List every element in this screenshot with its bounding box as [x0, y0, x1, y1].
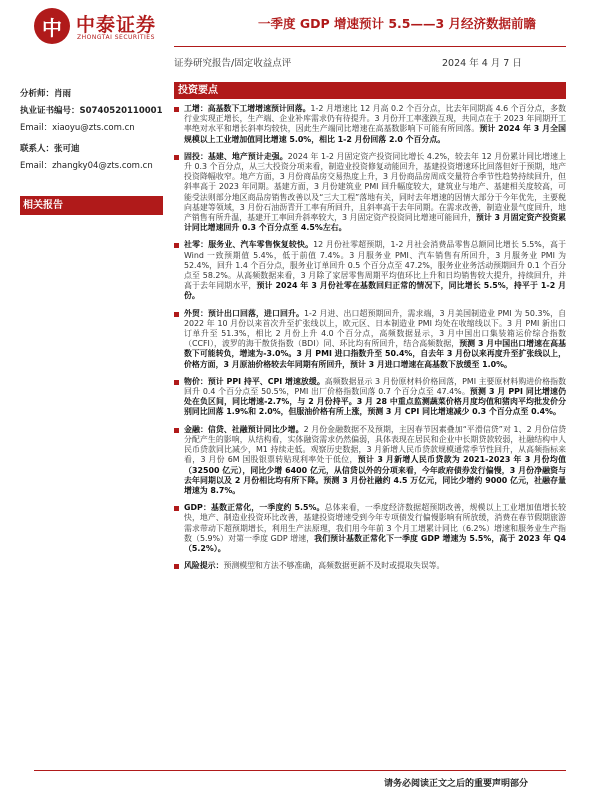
point-lead: 物价：预计 PPI 持平、CPI 增速放缓。 [184, 376, 325, 386]
analyst-email[interactable]: Email：xiaoyu@zts.com.cn [20, 123, 135, 133]
document-title: 一季度 GDP 增速预计 5.5——3 月经济数据前瞻 [258, 16, 537, 31]
key-points-body [174, 104, 566, 578]
company-logo [34, 8, 184, 48]
point-lead: 工增：高基数下工增增速预计回落。 [184, 104, 311, 113]
point-text: 2 月份金融数据不及预期，主因春节因素叠加“平滑信贷”对 1、2 月份信贷分配产生的影响，从结构看，实体融资需求仍然偏弱，具体表现在居民和企业中长期贷款较弱，社融结构中人民币贷款同比减少，M1 持续走低。观察历史数据，3 月新增人民币贷款规模通常季节性回升，从高频指标来看，3 月份 6M 国股银票转贴现利率处于低位， [184, 424, 566, 465]
bullet-marker [174, 380, 179, 385]
bullet-marker [174, 506, 179, 511]
bullet-marker [174, 155, 179, 160]
logo-chinese-name: 中泰证券 [76, 14, 157, 36]
logo-mark: 中 [34, 8, 70, 44]
report-type: 证券研究报告/固定收益点评 [174, 58, 292, 69]
point-conclusion: 预计 2024 年 3 月份社零在基数回归正常的情况下，同比增长 5.5%，持平于 1-2 月份。 [184, 281, 566, 301]
point-gdp [174, 503, 566, 554]
report-date: 2024 年 4 月 7 日 [442, 58, 522, 69]
point-text: 1-2 月增速比 12 月高 0.2 个百分点，比去年同期高 4.6 个百分点，多数行业实现正增长，生产端、企业补库需求仍有待提升。3 月份开工率涨跌互现，共同点在于 2023 年同期开工率绝对水平和增长斜率均较快，因此生产端同比增速在高基数影响下可能有所回落。 [184, 104, 566, 134]
bullet-marker [174, 243, 179, 248]
author-sidebar [20, 86, 165, 175]
bullet-marker [174, 107, 179, 112]
point-lead: 风险提示： [184, 561, 224, 571]
bullet-marker [174, 428, 179, 433]
point-lead: 固投：基建、地产预计走强。 [184, 151, 288, 161]
logo-english-name: ZHONGTAI SECURITIES [77, 34, 155, 41]
point-conclusion: 预计 2024 年 3 月全国规模以上工业增加值同比增速 5.0%，相比 1-2 月份回落 2.0 个百分点。 [184, 124, 566, 144]
point-conclusion: 我们预计基数正常化下一季度 GDP 增速为 5.5%，高于 2023 年 Q4（5.2%）。 [184, 533, 566, 553]
point-text: 预测模型和方法不够准确，高频数据更新不及时或提取失误等。 [223, 561, 445, 571]
point-fixed-investment [174, 152, 566, 234]
point-finance [174, 425, 566, 496]
point-industrial [174, 104, 566, 145]
point-lead: GDP：基数正常化，一季度约 5.5%。 [184, 503, 325, 513]
point-lead: 外贸：预计出口回落，进口回升。 [184, 308, 305, 318]
title-divider [174, 46, 566, 47]
contact-name: 联系人：张可迪 [20, 144, 80, 154]
point-text: 总体来看，一季度经济数据超预期改善，规模以上工业增加值增长较快，地产、制造业投资环比改善，基建投资增速受到今年专项债发行偏慢影响有所放缓，消费在春节假期旅游需求带动下超预期增长，利用生产法原理，我们用今年前 3 个月工增累计同比（6.2%）增速和服务业生产指数（5.9%）对第一季度 GDP 增速， [184, 503, 566, 543]
point-risk [174, 561, 566, 571]
section-heading: 投资要点 [174, 82, 566, 99]
related-reports-heading: 相关报告 [20, 196, 163, 215]
point-conclusion: 预计 3 月固定资产投资累计同比增速回升 0.3 个百分点至 4.5%左右。 [184, 213, 566, 233]
point-text: 12 月份社零超预期，1-2 月社会消费品零售总额同比增长 5.5%，高于 Wind 一致预期值 5.4%，低于前值 7.4%。3 月服务业 PMI、汽车销售有所回升，3 月服务业 PMI 为 52.4%，回升 1.4 个百分点，服务业订单回升 0.5 个百分点至 47.2%，服务业业务活动预期回升 0.1 个百分点至 58.2%。从高频数据来看，3 月除了家居零售周期平均值环比上升和日均销售较大提升，持续回升，并高于去年同期水平， [184, 240, 566, 291]
point-lead: 社零：服务业、汽车零售恢复较快。 [184, 240, 314, 250]
point-text: 高频数据显示 3 月份原材料价格回落，PMI 主要原材料购进价格指数回升 0.4 个百分点至 50.5%，PMI 出厂价格指数回落 0.7 个百分点至 47.4%。 [184, 376, 566, 397]
point-lead: 金融：信贷、社融预计同比少增。 [184, 424, 304, 434]
footer-divider [34, 770, 566, 771]
point-retail [174, 240, 566, 301]
license-number: 执业证书编号：S0740520110001 [20, 106, 163, 116]
point-prices [174, 377, 566, 418]
bullet-marker [174, 564, 179, 569]
analyst-name: 分析师：肖雨 [20, 89, 72, 99]
point-text: 2024 年 1-2 月固定资产投资同比增长 4.2%，较去年 12 月份累计同比增速上升 0.3 个百分点，从三大投资分项来看，制造业投资修复动能回升，基建投资增速环比回落但好于预期，地产投资降幅收窄。地产方面，3 月份商品房交易热度上升，3 月份商品房周成交量符合季节性趋势持续回升，但斜率高于 2023 年同期。基建方面，3 月份建筑业 PMI 回升幅度较大，建筑业与地产、基建相关度较高，可能受法则部分地区商品房销售改善以及“三大工程”落地有关，同时去年增速的因情大部分于今年优先，主要税向基建等领域，3 月份石油沥青开工率有所回升，且斜率高于去年同期。在需求改善，制造业景气度回升，地产销售有所升温，基建开工率回升斜率较大，3 月固定资产投资同比增速可能回升， [184, 151, 566, 223]
point-trade [174, 309, 566, 370]
point-conclusion: 预测 3 月中国出口增速在高基数下可能转负，增速为-3.0%。3 月 PMI 进口指数升至 50.4%，自去年 3 月份以来再度升至扩张线以上，价格方面，3 月原油价格较去年同期有所回升，预计 3 月进口增速在高基数下放缓至 1.0%。 [184, 339, 566, 369]
point-text: 1-2 月进、出口超预期回升，需求端，3 月美国制造业 PMI 为 50.3%，自 2022 年 10 月份以来首次升至扩张线以上，欧元区、日本制造业 PMI 均处在收缩线以下。3 月 PMI 新出口订单升至 51.3%，相比 2 月份上升 4.0 个百分点，高频数据显示，3 月中国出口集装箱运价综合指数（CCFI），波罗的海干散货指数（BDI）同、环比均有所回升，结合高频数据， [184, 308, 566, 349]
contact-email[interactable]: Email：zhangky04@zts.com.cn [20, 161, 153, 171]
disclaimer-note: 请务必阅读正文之后的重要声明部分 [384, 779, 529, 789]
point-conclusion: 预计 3 月新增人民币贷款为 2021-2023 年 3 月份均值（32500 亿元），同比少增 6400 亿元，从信贷以外的分项来看，今年政府债券发行偏慢，3 月份净融资与去年同期以及 2 月份相比均有所下降。预测 3 月份社融约 4.5 万亿元，同比少增约 9000 亿元，社融存量增速为 8.7%。 [184, 455, 566, 495]
bullet-marker [174, 312, 179, 317]
point-conclusion: 预测 3 月 PPI 同比增速仍处在负区间，同比增速-2.7%，与 2 月份持平。3 月 28 中重点监测蔬菜价格月度均值和猪肉平均批发价分别同比回落 1.9%和 2.0%，但服油价格有所上涨，预测 3 月 CPI 同比增速减少 0.3 个百分点至 0.4%。 [184, 387, 567, 417]
